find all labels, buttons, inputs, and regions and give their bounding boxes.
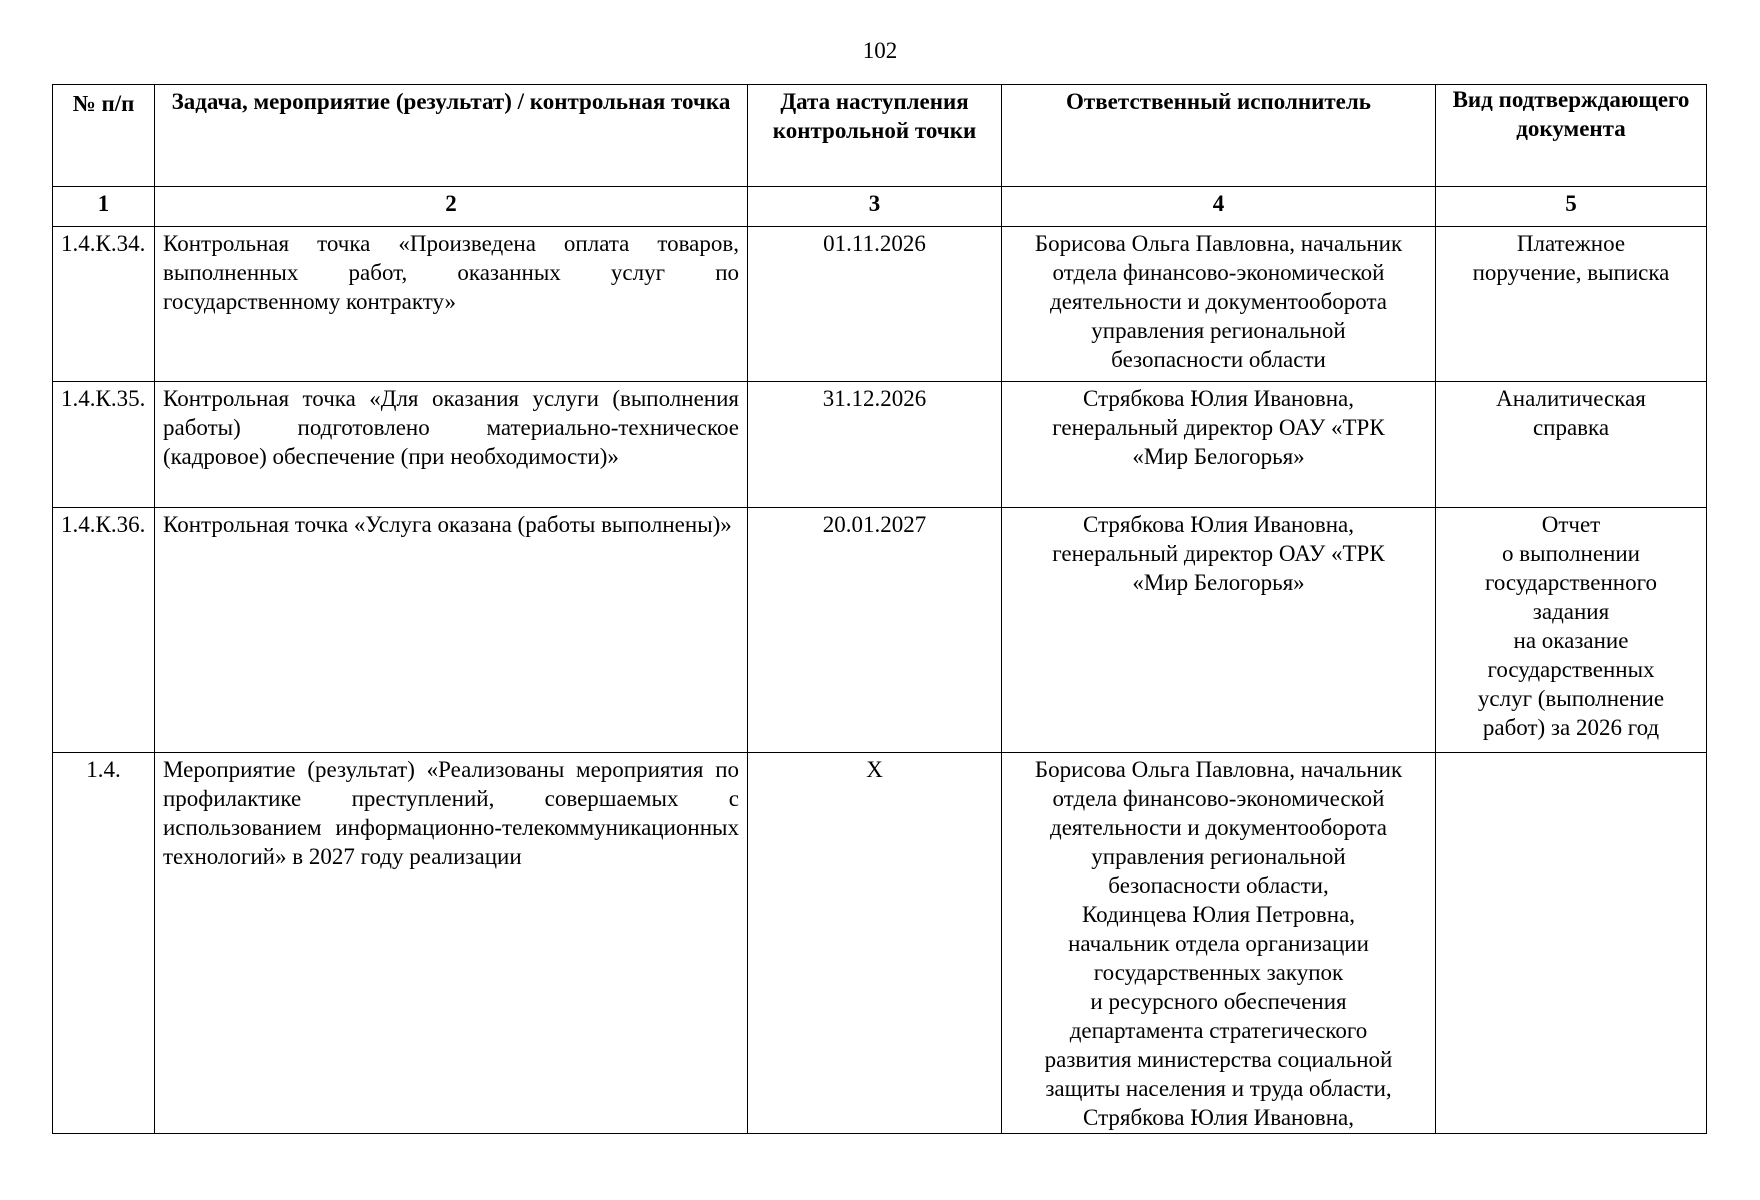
- header-executor: Ответственный исполнитель: [1002, 85, 1436, 187]
- row-date: 31.12.2026: [748, 382, 1002, 508]
- row-date: Х: [748, 753, 1002, 1134]
- row-document-text: Аналитическая справка: [1496, 386, 1646, 440]
- column-number: 4: [1002, 187, 1436, 227]
- row-date: 20.01.2027: [748, 508, 1002, 753]
- table-row: [53, 508, 1707, 753]
- row-document: [1436, 227, 1707, 382]
- row-task: Контрольная точка «Произведена оплата товаров, выполненных работ, оказанных услуг по государственному контракту»: [155, 227, 748, 382]
- header-task: Задача, мероприятие (результат) / контрольная точка: [155, 85, 748, 187]
- column-number: 5: [1436, 187, 1707, 227]
- page-number: 102: [862, 38, 898, 63]
- table-header-row: [53, 85, 1707, 187]
- row-task: Мероприятие (результат) «Реализованы мероприятия по профилактике преступлений, совершаемых с использованием информационно-телекоммуникационных технологий» в 2027 году реализации: [155, 753, 748, 1134]
- row-number: 1.4.К.35.: [53, 382, 155, 508]
- row-executor-text: Стрябкова Юлия Ивановна, генеральный директор ОАУ «ТРК «Мир Белогорья»: [1052, 386, 1385, 469]
- row-number: 1.4.: [53, 753, 155, 1134]
- row-executor-text: Борисова Ольга Павловна, начальник отдела финансово-экономической деятельности и документооборота управления региональной безопасности области: [1034, 231, 1403, 372]
- table-row: [53, 382, 1707, 508]
- row-executor-text: Борисова Ольга Павловна, начальник отдела финансово-экономической деятельности и документооборота управления региональной безопасности области, Кодинцева Юлия Петровна, начальник отдела организации государственных закупок и ресурсного обеспечения департамента стратегического развития министерства социальной защиты населения и труда области, Стрябкова Юлия Ивановна,: [1034, 757, 1403, 1130]
- control-points-table: [52, 84, 1707, 1134]
- header-document: Вид подтверждающего документа: [1436, 85, 1707, 187]
- row-document-text: Платежное поручение, выписка: [1472, 231, 1670, 285]
- row-executor: [1002, 753, 1436, 1134]
- row-number: 1.4.К.34.: [53, 227, 155, 382]
- row-executor: [1002, 508, 1436, 753]
- row-executor: [1002, 382, 1436, 508]
- row-document: [1436, 753, 1707, 1134]
- column-number: 3: [748, 187, 1002, 227]
- row-executor-text: Стрябкова Юлия Ивановна, генеральный директор ОАУ «ТРК «Мир Белогорья»: [1052, 512, 1385, 595]
- table-row: [53, 227, 1707, 382]
- row-document-text: Отчет о выполнении государственного задания на оказание государственных услуг (выполнение работ) за 2026 год: [1477, 512, 1665, 740]
- row-document: [1436, 508, 1707, 753]
- column-number: 1: [53, 187, 155, 227]
- row-task: Контрольная точка «Для оказания услуги (выполнения работы) подготовлено материально-техническое (кадровое) обеспечение (при необходимости)»: [155, 382, 748, 508]
- row-executor: [1002, 227, 1436, 382]
- column-number: 2: [155, 187, 748, 227]
- row-task: Контрольная точка «Услуга оказана (работы выполнены)»: [155, 508, 748, 753]
- row-number: 1.4.К.36.: [53, 508, 155, 753]
- column-number-row: [53, 187, 1707, 227]
- row-date: 01.11.2026: [748, 227, 1002, 382]
- row-document: [1436, 382, 1707, 508]
- header-number: № п/п: [53, 85, 155, 187]
- table-row: [53, 753, 1707, 1134]
- header-date: Дата наступления контрольной точки: [748, 85, 1002, 187]
